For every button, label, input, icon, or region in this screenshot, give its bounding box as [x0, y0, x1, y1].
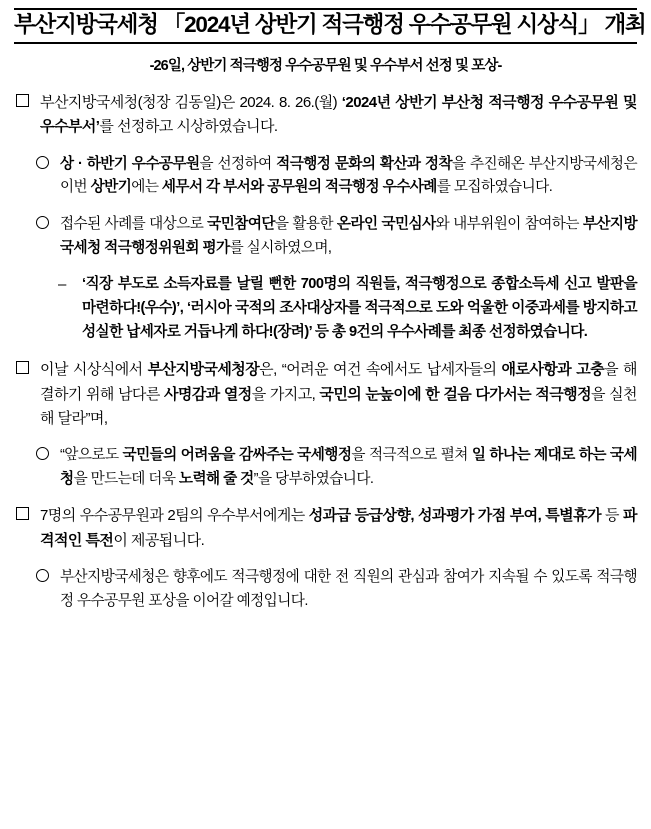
title-block [14, 8, 646, 75]
paragraph [14, 91, 637, 140]
paragraph-text: ‘직장 부도로 소득자료를 날릴 뻔한 700명의 직원들, 적극행정으로 종합소득세 신고 발판을 마련하다!(우수)’, ‘러시아 국적의 조사대상자를 적극적으로 도와 억울한 이중과세를 방지하고 성실한 납세자로 거듭나게 하다!(장려)’ 등 총 9건의 우수사례를 최종 선정하였습니다. [82, 276, 637, 340]
circle-marker [36, 153, 60, 175]
circle-marker [36, 213, 60, 235]
square-marker [16, 504, 40, 525]
paragraph [14, 213, 637, 260]
circle-bullet-icon [36, 216, 49, 229]
document-body [14, 91, 637, 613]
page-title: 부산지방국세청 「2024년 상반기 적극행정 우수공무원 시상식」 개최 [14, 8, 637, 44]
paragraph-text: 부산지방국세청(청장 김동일)은 2024. 8. 26.(월) ‘2024년 상반기 부산청 적극행정 우수공무원 및 우수부서’를 선정하고 시상하였습니다. [40, 94, 637, 136]
paragraph [14, 566, 637, 613]
paragraph-text: 7명의 우수공무원과 2팀의 우수부서에게는 성과급 등급상향, 성과평가 가점 부여, 특별휴가 등 파격적인 특전이 제공됩니다. [40, 507, 637, 549]
square-bullet-icon [16, 361, 29, 374]
circle-bullet-icon [36, 447, 49, 460]
paragraph [14, 153, 637, 200]
dash-marker: – [58, 276, 66, 294]
page-subtitle: -26일, 상반기 적극행정 우수공무원 및 우수부서 선정 및 포상- [149, 58, 502, 75]
paragraph-text: 접수된 사례를 대상으로 국민참여단을 활용한 온라인 국민심사와 내부위원이 참여하는 부산지방국세청 적극행정위원회 평가를 실시하였으며, [60, 216, 638, 256]
circle-marker [36, 566, 60, 588]
paragraph-text: “앞으로도 국민들의 어려움을 감싸주는 국세행정을 적극적으로 펼쳐 일 하나는 제대로 하는 국세청을 만드는데 더욱 노력해 줄 것”을 당부하였습니다. [60, 447, 637, 487]
paragraph-text: 이날 시상식에서 부산지방국세청장은, “어려운 여건 속에서도 납세자들의 애로사항과 고충을 해결하기 위해 남다른 사명감과 열정을 가지고, 국민의 눈높이에 한 걸음 다가서는 적극행정을 실천해 달라”며, [40, 361, 637, 427]
circle-bullet-icon [36, 569, 49, 582]
paragraph [14, 273, 637, 344]
paragraph [14, 444, 637, 491]
square-marker [16, 91, 40, 112]
circle-marker [36, 444, 60, 466]
paragraph [14, 358, 637, 431]
square-marker [16, 358, 40, 379]
circle-bullet-icon [36, 156, 49, 169]
paragraph-text: 상 · 하반기 우수공무원을 선정하여 적극행정 문화의 확산과 정착을 추진해온 부산지방국세청은 이번 상반기에는 세무서 각 부서와 공무원의 적극행정 우수사례를 모집하였습니다. [60, 155, 637, 196]
paragraph-text: 부산지방국세청은 향후에도 적극행정에 대한 전 직원의 관심과 참여가 지속될 수 있도록 적극행정 우수공무원 포상을 이어갈 예정입니다. [60, 568, 637, 609]
square-bullet-icon [16, 507, 29, 520]
paragraph [14, 504, 637, 553]
square-bullet-icon [16, 94, 29, 107]
